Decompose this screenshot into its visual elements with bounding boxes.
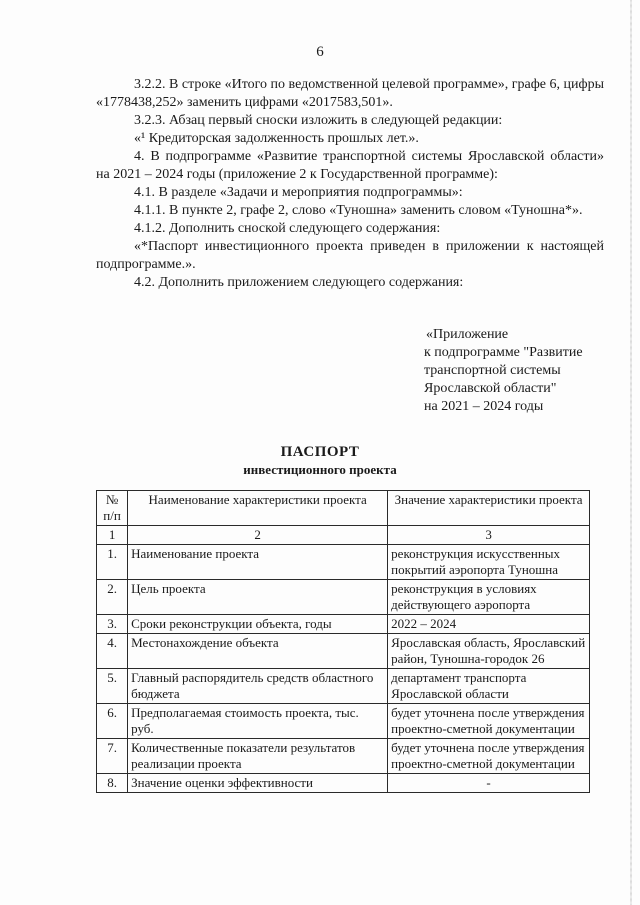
table-row xyxy=(97,669,590,704)
passport-subtitle: инвестиционного проекта xyxy=(243,462,397,477)
paragraph-footnote-passport: «*Паспорт инвестиционного проекта приведен в приложении к настоящей подпрограмме.». xyxy=(96,239,604,272)
row-num: 2. xyxy=(97,580,128,615)
annex-line-2: к подпрограмме "Развитие xyxy=(424,345,583,360)
header-value: Значение характеристики проекта xyxy=(388,491,590,526)
table-header-row xyxy=(97,491,590,526)
table-row xyxy=(97,774,590,793)
table-row xyxy=(97,545,590,580)
row-value: Ярославская область, Ярославский район, Туношна-городок 26 xyxy=(388,634,590,669)
page-number: 6 xyxy=(316,44,324,60)
row-num: 7. xyxy=(97,739,128,774)
row-name: Количественные показатели результатов реализации проекта xyxy=(128,739,388,774)
row-name: Главный распорядитель средств областного бюджета xyxy=(128,669,388,704)
paragraph-4-1-2: 4.1.2. Дополнить сноской следующего содержания: xyxy=(134,221,441,236)
row-value: - xyxy=(388,774,590,793)
annex-line-4: Ярославской области" xyxy=(424,381,557,396)
row-name: Цель проекта xyxy=(128,580,388,615)
paragraph-4-2: 4.2. Дополнить приложением следующего содержания: xyxy=(134,275,464,290)
row-name: Значение оценки эффективности xyxy=(128,774,388,793)
table-row xyxy=(97,704,590,739)
table-row xyxy=(97,580,590,615)
paragraph-3-2-3: 3.2.3. Абзац первый сноски изложить в следующей редакции: xyxy=(134,113,503,128)
row-num: 5. xyxy=(97,669,128,704)
row-value: будет уточнена после утверждения проектно-сметной документации xyxy=(388,739,590,774)
paragraph-4-1: 4.1. В разделе «Задачи и мероприятия подпрограммы»: xyxy=(134,185,463,200)
annex-line-1: «Приложение xyxy=(426,327,509,342)
annex-line-3: транспортной системы xyxy=(424,363,561,378)
table-row xyxy=(97,634,590,669)
index-value: 3 xyxy=(388,526,590,545)
row-num: 4. xyxy=(97,634,128,669)
row-num: 3. xyxy=(97,615,128,634)
header-num: № п/п xyxy=(97,491,128,526)
paragraph-4: 4. В подпрограмме «Развитие транспортной системы Ярославской области» на 2021 – 2024 годы (приложение 2 к Государственной программе): xyxy=(96,149,604,182)
row-name: Наименование проекта xyxy=(128,545,388,580)
row-value: реконструкция в условиях действующего аэропорта xyxy=(388,580,590,615)
passport-table xyxy=(96,490,590,793)
header-name: Наименование характеристики проекта xyxy=(128,491,388,526)
paragraph-4-1-1: 4.1.1. В пункте 2, графе 2, слово «Туношна» заменить словом «Туношна*». xyxy=(134,203,583,218)
index-name: 2 xyxy=(128,526,388,545)
annex-heading xyxy=(424,326,614,416)
table-row xyxy=(97,739,590,774)
row-value: 2022 – 2024 xyxy=(388,615,590,634)
paragraph-footnote-text: «¹ Кредиторская задолженность прошлых лет.». xyxy=(134,131,419,146)
row-name: Местонахождение объекта xyxy=(128,634,388,669)
row-num: 8. xyxy=(97,774,128,793)
passport-rows xyxy=(97,545,590,793)
row-value: будет уточнена после утверждения проектно-сметной документации xyxy=(388,704,590,739)
row-value: реконструкция искусственных покрытий аэропорта Туношна xyxy=(388,545,590,580)
row-value: департамент транспорта Ярославской области xyxy=(388,669,590,704)
passport-title: ПАСПОРТ xyxy=(280,444,360,460)
row-num: 1. xyxy=(97,545,128,580)
row-name: Сроки реконструкции объекта, годы xyxy=(128,615,388,634)
row-num: 6. xyxy=(97,704,128,739)
index-num: 1 xyxy=(97,526,128,545)
body-text xyxy=(96,76,604,292)
row-name: Предполагаемая стоимость проекта, тыс. руб. xyxy=(128,704,388,739)
table-row xyxy=(97,615,590,634)
paragraph-3-2-2: 3.2.2. В строке «Итого по ведомственной целевой программе», графе 6, цифры «1778438,252» заменить цифрами «2017583,501». xyxy=(96,77,604,110)
table-index-row xyxy=(97,526,590,545)
annex-line-5: на 2021 – 2024 годы xyxy=(424,399,544,414)
